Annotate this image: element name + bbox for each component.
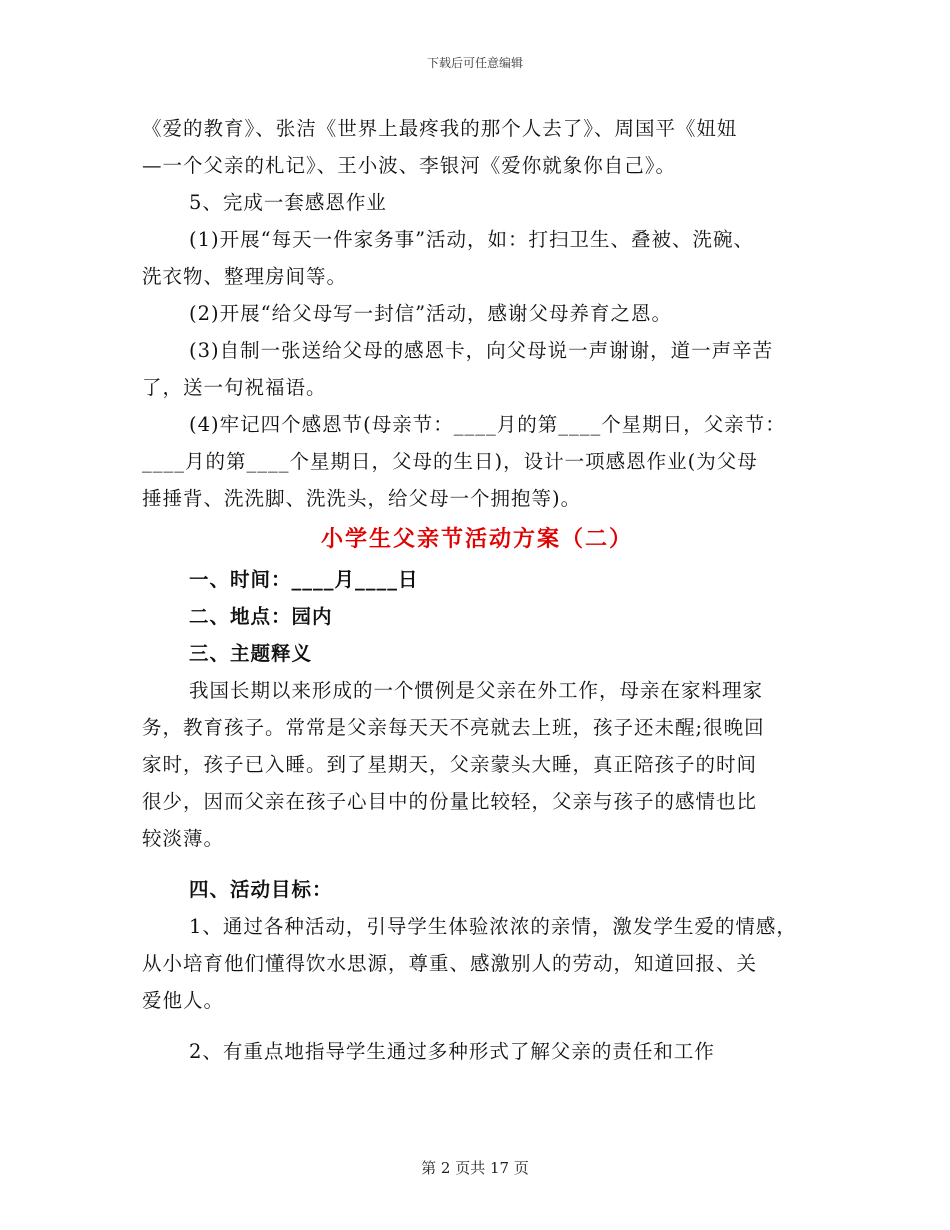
paragraph-line: 很少，因而父亲在孩子心目中的份量比较轻，父亲与孩子的感情也比 [142, 790, 758, 813]
paragraph-line: 我国长期以来形成的一个惯例是父亲在外工作，母亲在家料理家 [189, 679, 764, 702]
text-line: 《爱的教育》、张洁《世界上最疼我的那个人去了》、周国平《妞妞 [142, 117, 738, 140]
text-line: 捶捶背、洗洗脚、洗洗头，给父母一个拥抱等)。 [142, 487, 582, 510]
text-line: (4)牢记四个感恩节(母亲节：____月的第____个星期日，父亲节： [189, 413, 786, 436]
text-line: 了，送一句祝福语。 [142, 376, 327, 399]
item-time: 一、时间：____月____日 [189, 568, 419, 591]
paragraph-line: 从小培育他们懂得饮水思源，尊重、感激别人的劳动，知道回报、关 [142, 952, 758, 975]
item-theme: 三、主题释义 [189, 642, 313, 665]
paragraph-line: 爱他人。 [142, 989, 225, 1012]
item-location: 二、地点：园内 [189, 605, 333, 628]
paragraph-line: 较淡薄。 [142, 827, 225, 850]
text-line: (1)开展“每天一件家务事”活动，如：打扫卫生、叠被、洗碗、 [189, 228, 755, 251]
text-line: (3)自制一张送给父母的感恩卡，向父母说一声谢谢，道一声辛苦 [189, 339, 774, 362]
document-body [142, 110, 812, 1070]
text-line: (2)开展“给父母写一封信”活动，感谢父母养育之恩。 [189, 302, 673, 325]
heading-goals: 四、活动目标： [189, 878, 333, 901]
paragraph-line: 2、有重点地指导学生通过多种形式了解父亲的责任和工作 [189, 1040, 715, 1063]
paragraph-line: 务，教育孩子。常常是父亲每天天不亮就去上班，孩子还未醒;很晚回 [142, 716, 765, 739]
text-line: 5、完成一套感恩作业 [189, 191, 387, 214]
page-footer: 第 2 页共 17 页 [421, 1159, 529, 1177]
text-line: 洗衣物、整理房间等。 [142, 265, 348, 288]
text-line: —一个父亲的札记》、王小波、李银河《爱你就象你自己》。 [142, 154, 677, 177]
text-line: ____月的第____个星期日，父母的生日)，设计一项感恩作业(为父母 [142, 450, 758, 473]
paragraph-line: 1、通过各种活动，引导学生体验浓浓的亲情，激发学生爱的情感， [189, 915, 797, 938]
page-header: 下载后可任意编辑 [426, 56, 523, 70]
section-title: 小学生父亲节活动方案（二） [320, 526, 633, 552]
paragraph-line: 家时，孩子已入睡。到了星期天，父亲蒙头大睡，真正陪孩子的时间 [142, 753, 758, 776]
